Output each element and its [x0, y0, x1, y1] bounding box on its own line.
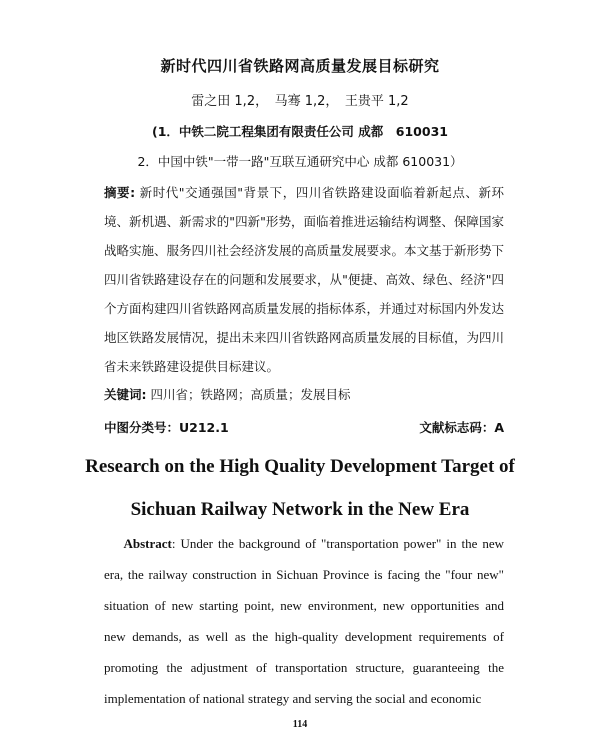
abstract-cn	[104, 178, 504, 381]
abstract-en-label: Abstract	[123, 536, 172, 551]
author-list: 雷之田 1,2， 马骞 1,2， 王贵平 1,2	[191, 94, 409, 109]
abstract-cn-text: 新时代"交通强国"背景下，四川省铁路建设面临着新起点、新环境、新机遇、新需求的"四新"形势，面临着推进运输结构调整、保障国家战略实施、服务四川社会经济发展的高质量发展要求。本文基于新形势下四川省铁路建设存在的问题和发展要求，从"便捷、高效、绿色、经济"四个方面构建四川省铁路网高质量发展的指标体系，并通过对标国内外发达地区铁路发展情况，提出未来四川省铁路网高质量发展的目标值，为四川省未来铁路建设提供目标建议。	[104, 185, 505, 374]
abstract-en	[104, 528, 504, 714]
keywords	[104, 385, 504, 403]
classification-row	[104, 418, 504, 436]
paper-title-cn: 新时代四川省铁路网高质量发展目标研究	[160, 57, 440, 75]
document-code: 文献标志码：A	[419, 420, 504, 435]
classification-number: 中图分类号：U212.1	[104, 420, 229, 435]
abstract-cn-label: 摘要:	[104, 185, 136, 200]
affiliation-2: 2．中国中铁"一带一路"互联互通研究中心 成都 610031）	[137, 154, 463, 169]
paper-title-en-line2: Sichuan Railway Network in the New Era	[130, 499, 470, 520]
keywords-text: 四川省；铁路网；高质量；发展目标	[150, 387, 351, 402]
keywords-label: 关键词:	[104, 387, 147, 402]
paper-title-en-line1: Research on the High Quality Development Target of	[85, 456, 515, 477]
page-number: 114	[292, 719, 308, 730]
affiliation-1: (1．中铁二院工程集团有限责任公司 成都 610031	[152, 124, 448, 139]
abstract-en-text: : Under the background of "transportation power" in the new era, the railway construction in Sichuan Province is facing the "four new" situation of new starting point, new environment, new opportunities and new demands, as well as the high-quality development requirements of promoting the adjustment of transportation structure, guaranteeing the implementation of national strategy and serving the social and economic	[104, 536, 504, 706]
